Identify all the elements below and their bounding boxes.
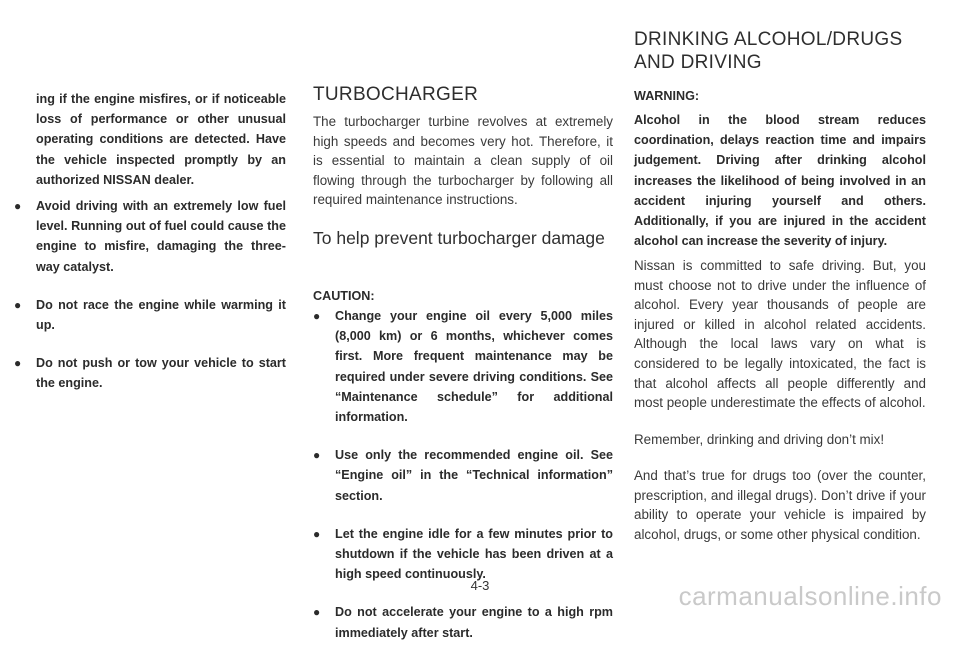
list-item-text: Do not push or tow your vehicle to start the engine. xyxy=(36,356,286,391)
list-item xyxy=(313,524,613,585)
list-item xyxy=(14,196,286,277)
list-item xyxy=(14,353,286,393)
list-item xyxy=(14,295,286,335)
caution-bullet-list xyxy=(313,306,613,661)
warning-label: WARNING: xyxy=(634,89,700,103)
list-item-text: Do not race the engine while warming it up. xyxy=(36,297,286,333)
subheading-prevent-damage: To help prevent turbocharger damage xyxy=(313,228,605,248)
watermark: carmanualsonline.info xyxy=(678,581,942,611)
body-paragraph: Nissan is committed to safe driving. But, you must choose not to drive under the influence of alcohol. Every year thousands of people are injured or killed in alcohol related accidents. Although the local laws vary on what is considered to be legally intoxicated, the fact is that alcohol affects all people differently and most people underestimate the effects of alcohol. xyxy=(634,258,926,411)
turbocharger-paragraph: The turbocharger turbine revolves at extremely high speeds and becomes very hot. Therefore, it is essential to maintain a clean supply of oil flowing through the turbocharger by following all required maintenance instructions. xyxy=(313,114,613,208)
bullet-icon: ● xyxy=(313,448,321,463)
continued-paragraph: ing if the engine misfires, or if noticeable loss of performance or other unusual operating conditions are detected. Have the vehicle inspected promptly by an authorized NISSAN dealer. xyxy=(36,92,286,187)
bullet-icon: ● xyxy=(14,199,22,213)
bullet-icon: ● xyxy=(313,309,321,323)
list-item xyxy=(313,445,613,506)
bullet-icon: ● xyxy=(313,605,321,620)
page-number: 4-3 xyxy=(470,578,490,593)
list-item-text: Avoid driving with an extremely low fuel level. Running out of fuel could cause the engine to misfire, damaging the three-way catalyst. xyxy=(36,199,286,274)
bullet-icon: ● xyxy=(14,297,22,312)
section-heading-drinking: DRINKING ALCOHOL/DRUGS AND DRIVING xyxy=(634,29,903,73)
list-item-text: Use only the recommended engine oil. See “Engine oil” in the “Technical information” section. xyxy=(335,448,613,503)
body-paragraph: And that’s true for drugs too (over the counter, prescription, and illegal drugs). Don’t drive if your ability to operate your vehicle is impaired by alcohol, drugs, or some other physical condition. xyxy=(634,468,926,542)
list-item-text: Let the engine idle for a few minutes prior to shutdown if the vehicle has been driven at a high speed continuously. xyxy=(335,526,613,582)
list-item-text: Change your engine oil every 5,000 miles (8,000 km) or 6 months, whichever comes first. More frequent maintenance may be required under severe driving conditions. See “Maintenance schedule” for additional information. xyxy=(335,309,613,425)
bullet-icon: ● xyxy=(14,356,22,371)
bullet-icon: ● xyxy=(313,526,321,541)
section-heading-turbocharger: TURBOCHARGER xyxy=(313,84,479,105)
list-item xyxy=(313,602,613,642)
left-bullet-list xyxy=(14,196,286,412)
warning-text: Alcohol in the blood stream reduces coordination, delays reaction time and impairs judgement. Driving after drinking alcohol increases the likelihood of being involved in an accident injuring yourself and others. Additionally, if you are injured in the accident alcohol can increase the severity of injury. xyxy=(634,113,926,249)
list-item-text: Do not accelerate your engine to a high rpm immediately after start. xyxy=(335,605,613,640)
list-item xyxy=(313,306,613,427)
body-paragraph: Remember, drinking and driving don’t mix! xyxy=(634,432,885,447)
caution-label: CAUTION: xyxy=(313,289,375,303)
